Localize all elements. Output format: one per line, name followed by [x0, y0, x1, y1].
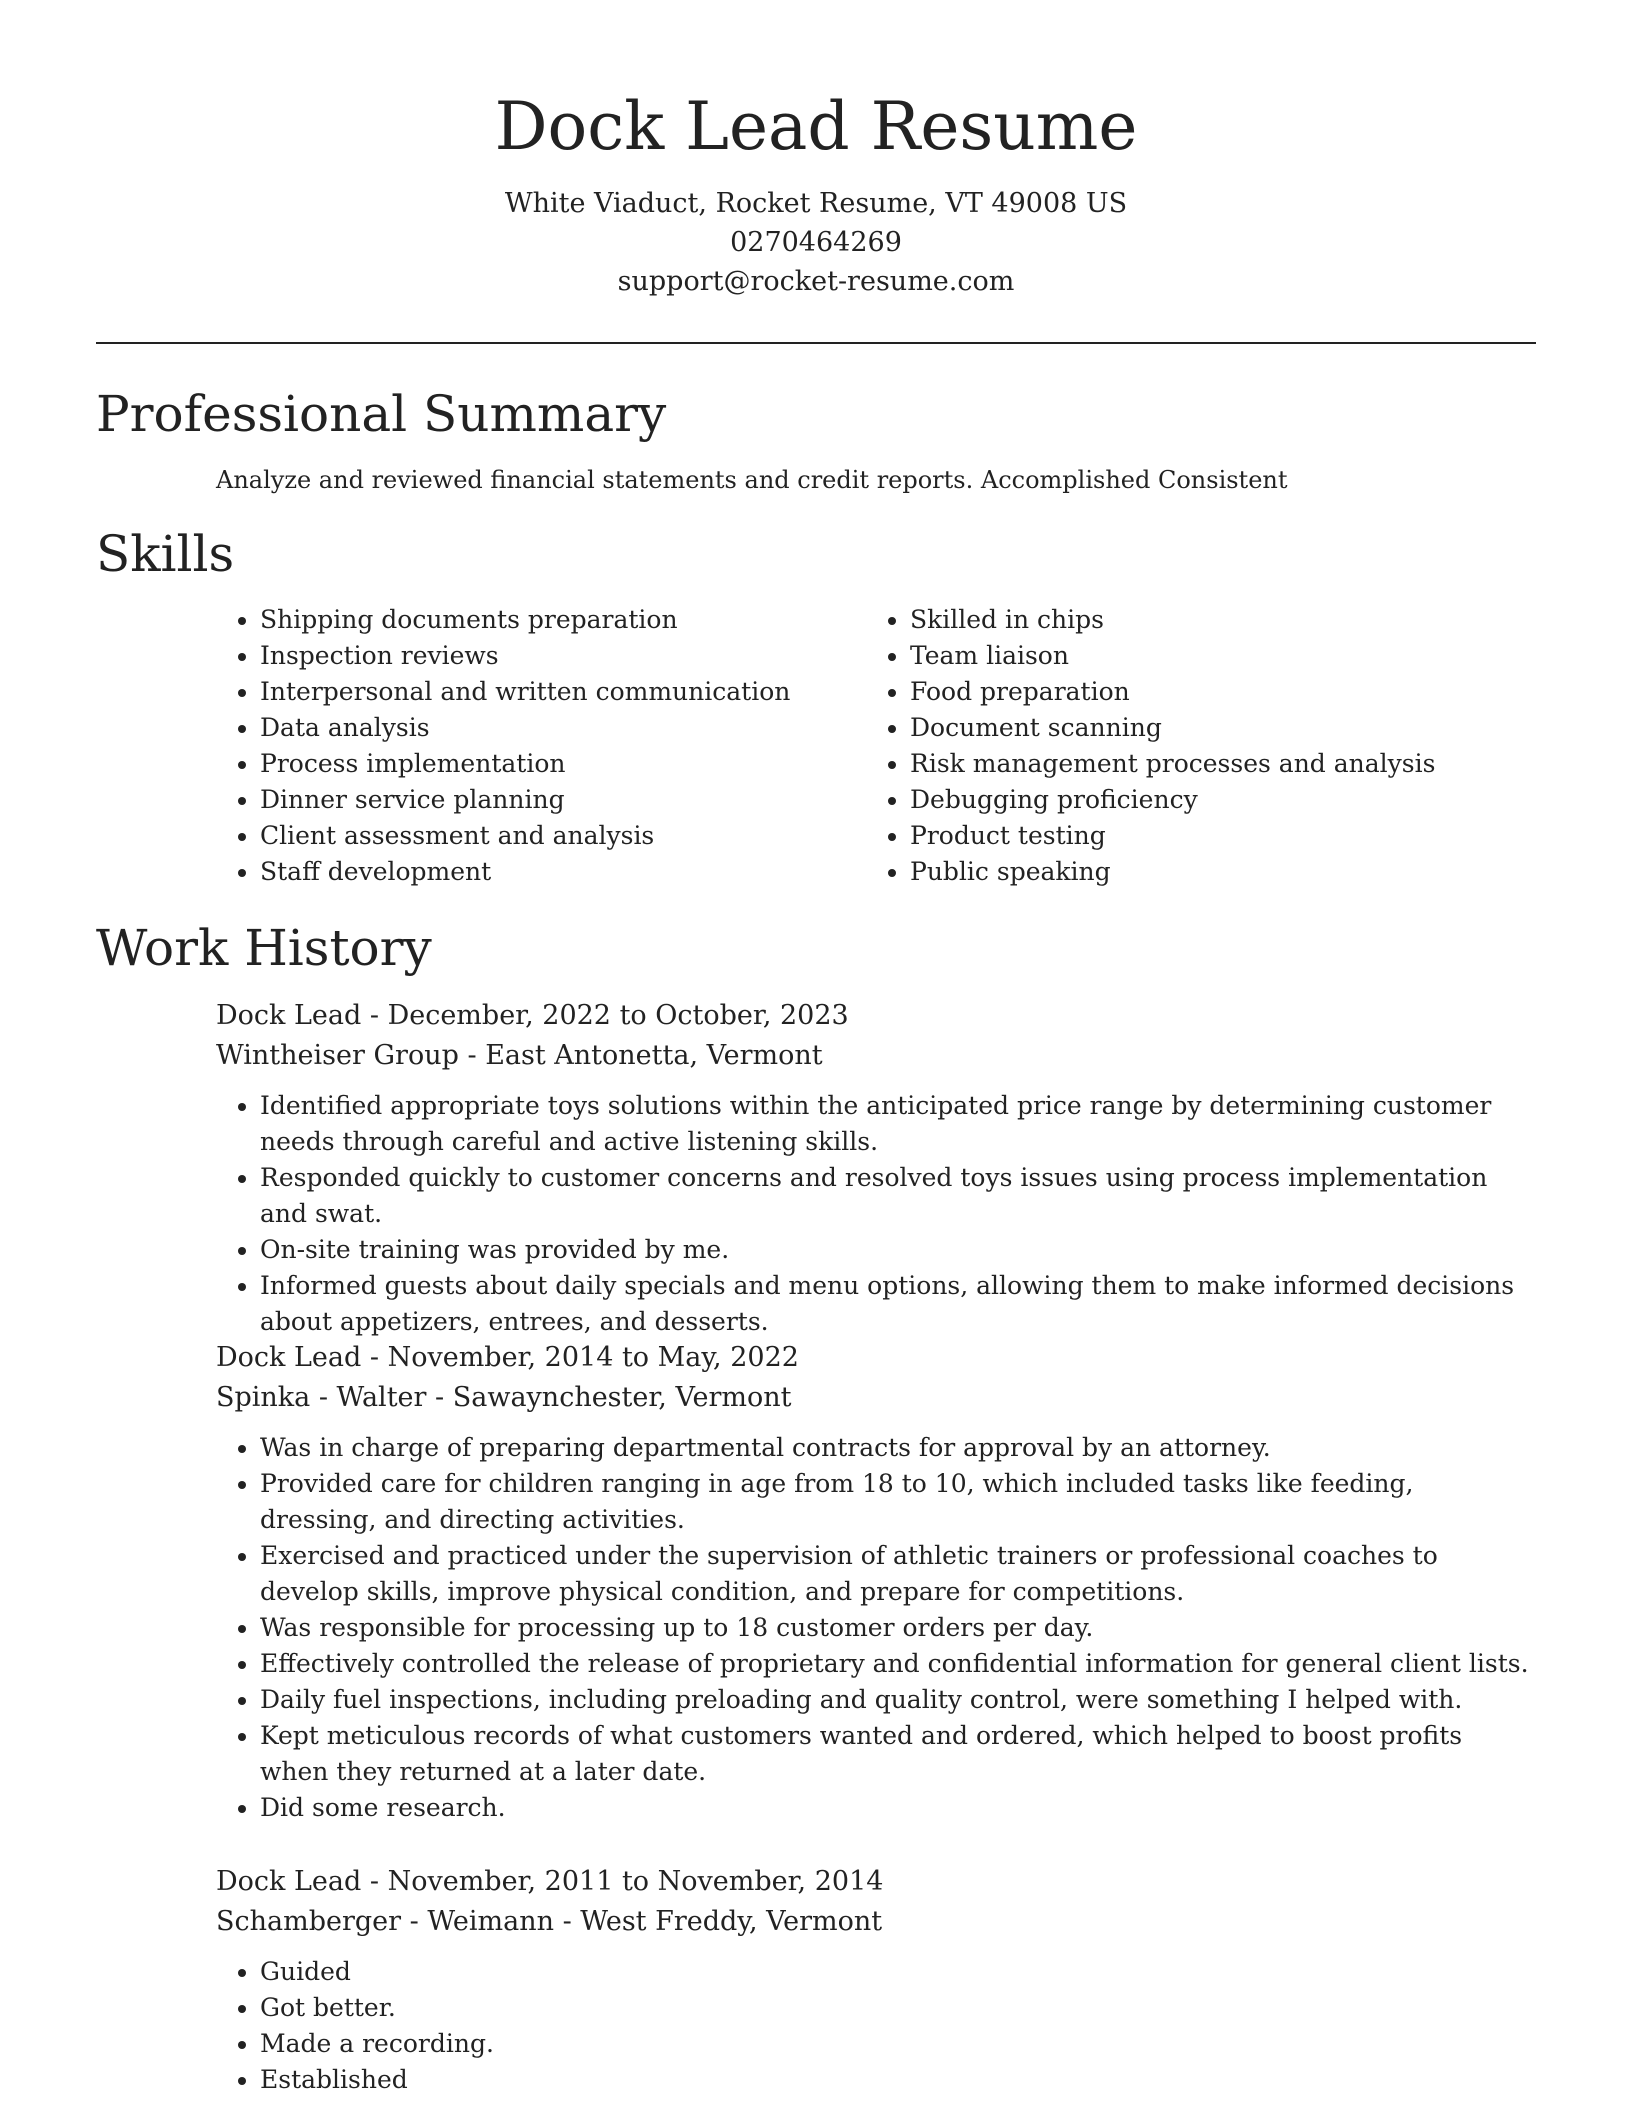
- job-bullet: • Guided: [260, 1954, 1536, 1990]
- phone: 0270464269: [730, 227, 902, 258]
- job-company-line: [216, 1902, 1536, 1942]
- job-dates: November, 2011 to November, 2014: [387, 1866, 884, 1897]
- summary-text: Analyze and reviewed financial statements and credit reports. Accomplished Consistent: [216, 466, 1288, 494]
- job-bullet: • Did some research.: [260, 1790, 1536, 1826]
- skills-column-right: [866, 602, 1536, 890]
- job-bullet: • Got better.: [260, 1990, 1536, 2026]
- summary-heading: Professional Summary: [96, 385, 667, 443]
- job-bullets: [216, 1088, 1536, 1340]
- resume-header: [0, 0, 1632, 301]
- skill-item: • Interpersonal and written communication: [260, 674, 836, 710]
- job-bullet: • Was responsible for processing up to 18 customer orders per day.: [260, 1610, 1536, 1646]
- job-bullet: • Exercised and practiced under the supervision of athletic trainers or professional coaches to develop skills, improve physical condition, and prepare for competitions.: [260, 1538, 1536, 1610]
- job-position: Dock Lead: [216, 1866, 362, 1897]
- job-company-line: [216, 1378, 1536, 1418]
- job-location: Sawaynchester, Vermont: [452, 1382, 792, 1413]
- job-bullets: [216, 1954, 1536, 2098]
- job-bullet: • Responded quickly to customer concerns and resolved toys issues using process implementation and swat.: [260, 1160, 1536, 1232]
- separator: -: [369, 1000, 388, 1031]
- skill-item: • Inspection reviews: [260, 638, 836, 674]
- skill-item: • Shipping documents preparation: [260, 602, 836, 638]
- skill-item: • Process implementation: [260, 746, 836, 782]
- job-position: Dock Lead: [216, 1000, 362, 1031]
- job-dates: November, 2014 to May, 2022: [387, 1342, 799, 1373]
- job-bullet: • Effectively controlled the release of proprietary and confidential information for general client lists.: [260, 1646, 1536, 1682]
- skills-heading: Skills: [96, 525, 235, 583]
- job-company-line: [216, 1036, 1536, 1076]
- job-entry: [216, 1862, 1536, 2098]
- job-company: Spinka - Walter: [216, 1382, 427, 1413]
- job-entry: [216, 996, 1536, 1340]
- job-title-line: [216, 996, 1536, 1036]
- header-divider: [96, 342, 1536, 344]
- separator: -: [369, 1866, 388, 1897]
- job-title-line: [216, 1338, 1536, 1378]
- job-bullet: • Made a recording.: [260, 2026, 1536, 2062]
- skills-column-left: [216, 602, 836, 890]
- job-bullet: • Provided care for children ranging in age from 18 to 10, which included tasks like feeding, dressing, and directing activities.: [260, 1466, 1536, 1538]
- job-bullets: [216, 1430, 1536, 1826]
- skill-item: • Client assessment and analysis: [260, 818, 836, 854]
- job-location: East Antonetta, Vermont: [485, 1040, 823, 1071]
- job-entry: [216, 1338, 1536, 1826]
- skills-list-left: [216, 602, 836, 890]
- job-company: Wintheiser Group: [216, 1040, 459, 1071]
- skill-item: • Document scanning: [910, 710, 1536, 746]
- skill-item: • Skilled in chips: [910, 602, 1536, 638]
- skill-item: • Product testing: [910, 818, 1536, 854]
- job-bullet: • Daily fuel inspections, including preloading and quality control, were something I helped with.: [260, 1682, 1536, 1718]
- job-position: Dock Lead: [216, 1342, 362, 1373]
- skill-item: • Food preparation: [910, 674, 1536, 710]
- work-history-heading: Work History: [96, 919, 432, 977]
- skills-list-right: [866, 602, 1536, 890]
- job-dates: December, 2022 to October, 2023: [387, 1000, 849, 1031]
- skill-item: • Risk management processes and analysis: [910, 746, 1536, 782]
- separator: -: [435, 1382, 453, 1413]
- skill-item: • Team liaison: [910, 638, 1536, 674]
- job-bullet: • Kept meticulous records of what customers wanted and ordered, which helped to boost profits when they returned at a later date.: [260, 1718, 1536, 1790]
- job-bullet: • Identified appropriate toys solutions within the anticipated price range by determining customer needs through careful and active listening skills.: [260, 1088, 1536, 1160]
- resume-title: Dock Lead Resume: [494, 88, 1138, 165]
- job-bullet: • On-site training was provided by me.: [260, 1232, 1536, 1268]
- skill-item: • Public speaking: [910, 854, 1536, 890]
- job-bullet: • Established: [260, 2062, 1536, 2098]
- job-title-line: [216, 1862, 1536, 1902]
- separator: -: [369, 1342, 388, 1373]
- job-bullet: • Was in charge of preparing departmental contracts for approval by an attorney.: [260, 1430, 1536, 1466]
- skill-item: • Debugging proficiency: [910, 782, 1536, 818]
- skill-item: • Staff development: [260, 854, 836, 890]
- separator: -: [467, 1040, 486, 1071]
- email: support@rocket-resume.com: [617, 266, 1015, 297]
- job-company: Schamberger - Weimann: [216, 1906, 554, 1937]
- skill-item: • Data analysis: [260, 710, 836, 746]
- job-bullet: • Informed guests about daily specials and menu options, allowing them to make informed decisions about appetizers, entrees, and desserts.: [260, 1268, 1536, 1340]
- separator: -: [562, 1906, 581, 1937]
- job-location: West Freddy, Vermont: [580, 1906, 883, 1937]
- skill-item: • Dinner service planning: [260, 782, 836, 818]
- address: White Viaduct, Rocket Resume, VT 49008 US: [504, 188, 1128, 219]
